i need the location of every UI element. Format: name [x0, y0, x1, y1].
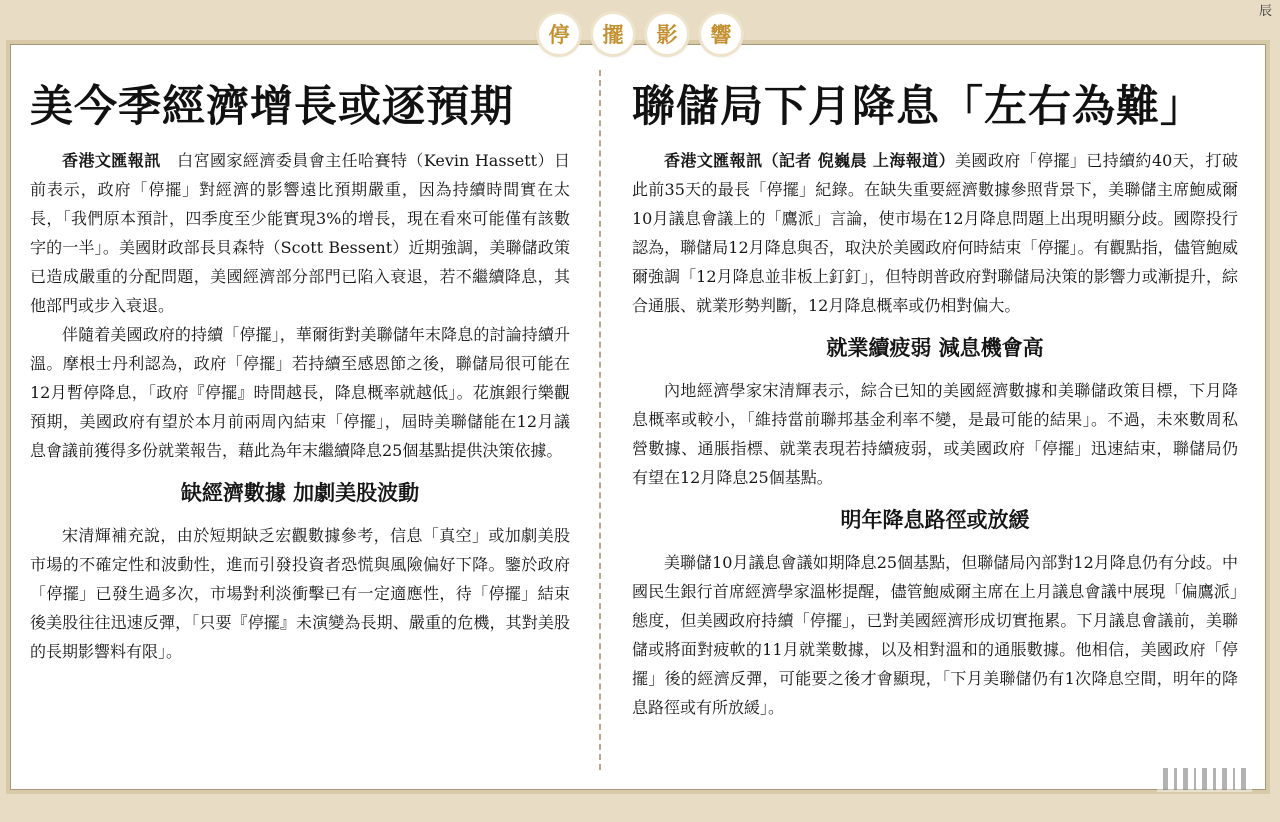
banner-badge-2: 擺	[593, 14, 633, 54]
right-paragraph-1-text: 美國政府「停擺」已持續約40天，打破此前35天的最長「停擺」紀錄。在缺失重要經濟數據參照背景下，美聯儲主席鮑威爾10月議息會議上的「鷹派」言論，使市場在12月降息問題上出現明顯分歧。國際投行認為，聯儲局12月降息與否，取決於美國政府何時結束「停擺」。有觀點指，儘管鮑威爾強調「12月降息並非板上釘釘」，但特朗普政府對聯儲局決策的影響力或漸提升，綜合通脹、就業形勢判斷，12月降息概率或仍相對偏大。	[632, 151, 1238, 315]
banner-badge-1: 停	[539, 14, 579, 54]
right-article	[632, 146, 1238, 722]
left-paragraph-1	[30, 146, 570, 320]
section-banner	[0, 14, 1280, 54]
left-paragraph-2: 伴隨着美國政府的持續「停擺」，華爾街對美聯儲年末降息的討論持續升溫。摩根士丹利認為，政府「停擺」若持續至感恩節之後，聯儲局很可能在12月暫停降息，「政府『停擺』時間越長，降息概率就越低」。花旗銀行樂觀預期，美國政府有望於本月前兩周內結束「停擺」，屆時美聯儲能在12月議息會議前獲得多份就業報告，藉此為年末繼續降息25個基點提供決策依據。	[30, 325, 570, 460]
left-article	[30, 146, 570, 666]
right-headline: 聯儲局下月降息「左右為難」	[632, 82, 1204, 132]
left-paragraph-1-text: 白宮國家經濟委員會主任哈賽特（Kevin Hassett）日前表示，政府「停擺」對經濟的影響遠比預期嚴重，因為持續時間實在太長，「我們原本預計，四季度至少能實現3%的增長，現在看來可能僅有該數字的一半」。美國財政部長貝森特（Scott Bessent）近期強調，美聯儲政策已造成嚴重的分配問題，美國經濟部分部門已陷入衰退，若不繼續降息，其他部門或步入衰退。	[30, 151, 570, 315]
banner-badge-4: 響	[701, 14, 741, 54]
right-subhead-2: 明年降息路徑或放緩	[840, 508, 1030, 532]
barcode-logo-icon	[1157, 766, 1252, 792]
right-paragraph-1	[632, 146, 1238, 320]
banner-badge-3: 影	[647, 14, 687, 54]
right-dateline: 香港文匯報訊（記者 倪巍晨 上海報道）	[664, 151, 955, 170]
corner-character: 辰	[1258, 4, 1272, 19]
left-dateline: 香港文匯報訊	[62, 151, 161, 170]
left-headline: 美今季經濟增長或逐預期	[30, 82, 514, 132]
column-divider	[599, 70, 601, 770]
right-subhead-1: 就業續疲弱 減息機會高	[826, 336, 1044, 360]
right-paragraph-3: 美聯儲10月議息會議如期降息25個基點，但聯儲局內部對12月降息仍有分歧。中國民生銀行首席經濟學家溫彬提醒，儘管鮑威爾主席在上月議息會議中展現「偏鷹派」態度，但美國政府持續「停擺」，已對美國經濟形成切實拖累。下月議息會議前，美聯儲或將面對疲軟的11月就業數據，以及相對溫和的通脹數據。他相信，美國政府「停擺」後的經濟反彈，可能要之後才會顯現，「下月美聯儲仍有1次降息空間，明年的降息路徑或有所放緩」。	[632, 553, 1238, 717]
left-subhead: 缺經濟數據 加劇美股波動	[180, 481, 420, 505]
left-paragraph-3: 宋清輝補充說，由於短期缺乏宏觀數據參考，信息「真空」或加劇美股市場的不確定性和波動性，進而引發投資者恐慌與風險偏好下降。鑒於政府「停擺」已發生過多次，市場對利淡衝擊已有一定適應性，待「停擺」結束後美股往往迅速反彈，「只要『停擺』未演變為長期、嚴重的危機，其對美股的長期影響料有限」。	[30, 526, 570, 661]
right-paragraph-2: 內地經濟學家宋清輝表示，綜合已知的美國經濟數據和美聯儲政策目標，下月降息概率或較小，「維持當前聯邦基金利率不變，是最可能的結果」。不過，未來數周私營數據、通脹指標、就業表現若持續疲弱，或美國政府「停擺」迅速結束，聯儲局仍有望在12月降息25個基點。	[632, 381, 1238, 487]
